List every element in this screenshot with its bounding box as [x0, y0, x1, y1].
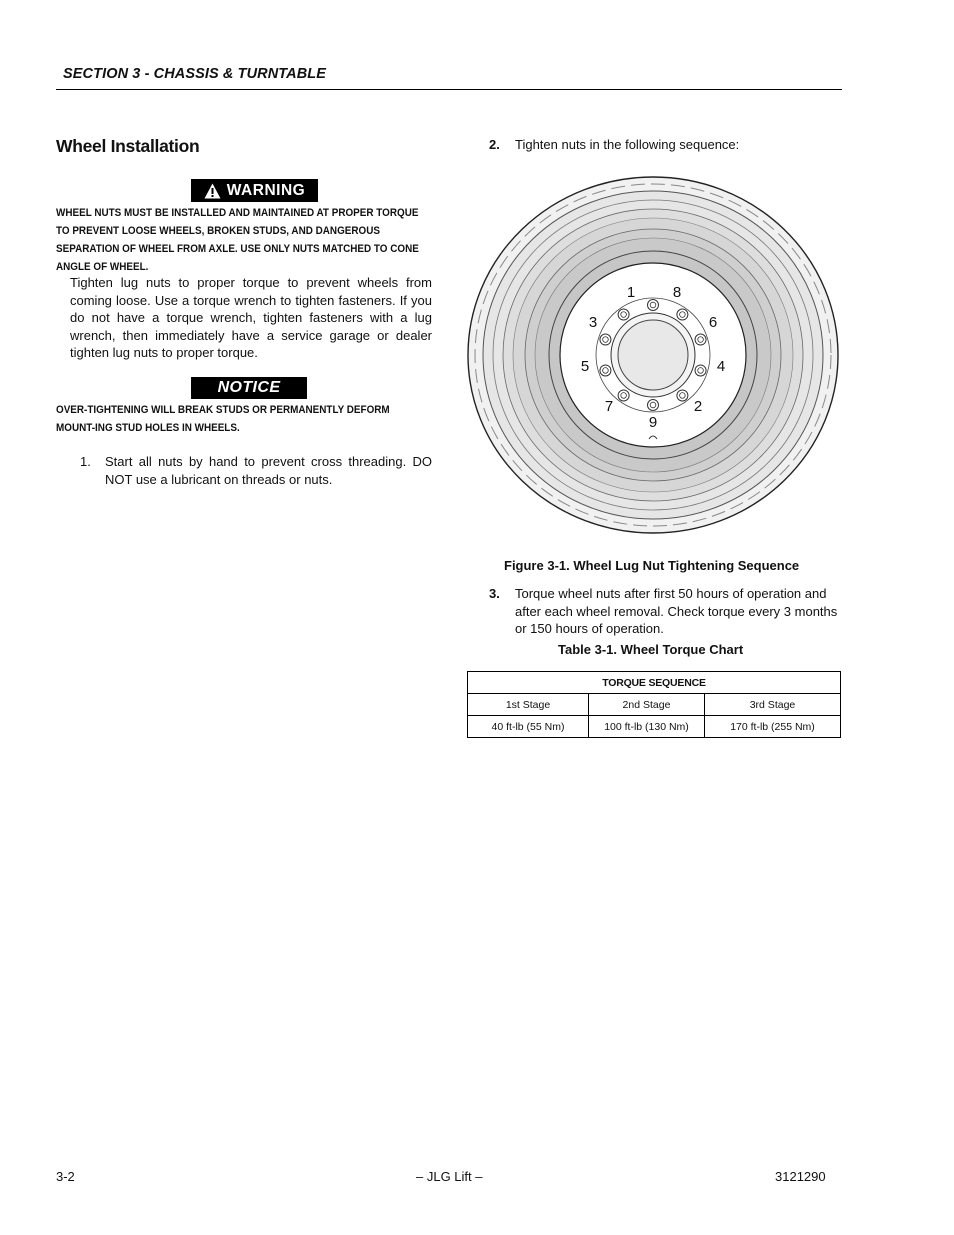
sequence-label: 4 [716, 358, 726, 375]
sequence-label: 7 [604, 398, 614, 415]
table-row [468, 716, 841, 738]
table-caption: Table 3-1. Wheel Torque Chart [558, 642, 744, 657]
lug-nut [695, 334, 706, 345]
notice-label: NOTICE [217, 379, 281, 396]
section-title: SECTION 3 - CHASSIS & TURNTABLE [63, 66, 327, 82]
wheel-figure [465, 172, 843, 537]
lug-nut [648, 300, 659, 311]
table-header-row [468, 672, 841, 694]
notice-text: OVER-TIGHTENING WILL BREAK STUDS OR PERMANENTLY DEFORM MOUNT-ING STUD HOLES IN WHEELS. [56, 404, 390, 434]
step-text: Torque wheel nuts after first 50 hours of operation and after each wheel removal. Check torque every 3 months or 150 hours of operation. [515, 586, 838, 636]
lug-nut [677, 390, 688, 401]
lug-nut [695, 365, 706, 376]
warning-triangle-icon [204, 183, 221, 199]
lug-nut [600, 365, 611, 376]
warning-badge [191, 179, 318, 202]
lug-nut [618, 309, 629, 320]
table-cell: 2nd Stage [589, 694, 705, 716]
doc-number: 3121290 [775, 1169, 826, 1184]
step-text: Tighten nuts in the following sequence: [515, 137, 740, 152]
torque-table [467, 671, 841, 738]
sequence-label: 8 [672, 284, 682, 301]
step-number: 2. [489, 137, 500, 152]
page-number: 3-2 [56, 1169, 75, 1184]
table-cell: 170 ft-lb (255 Nm) [705, 716, 841, 738]
notice-badge [191, 377, 307, 399]
table-cell: 100 ft-lb (130 Nm) [589, 716, 705, 738]
intro-paragraph: Tighten lug nuts to proper torque to prevent wheels from coming loose. Use a torque wrench to tighten fasteners. If you do not have a torque wrench, tighten fasteners with a lug wrench, then immediately have a service garage or dealer tighten lug nuts to proper torque. [70, 275, 432, 360]
step-number: 3. [489, 586, 500, 601]
table-cell: 40 ft-lb (55 Nm) [468, 716, 589, 738]
table-cell: 3rd Stage [705, 694, 841, 716]
step-text: Start all nuts by hand to prevent cross threading. DO NOT use a lubricant on threads or nuts. [105, 454, 432, 487]
sequence-label: 1 [626, 284, 636, 301]
warning-text: WHEEL NUTS MUST BE INSTALLED AND MAINTAINED AT PROPER TORQUE TO PREVENT LOOSE WHEELS, BROKEN STUDS, AND DANGEROUS SEPARATION OF WHEEL FROM AXLE. USE ONLY NUTS MATCHED TO CONE ANGLE OF WHEEL. [56, 207, 419, 273]
page-heading: Wheel Installation [56, 136, 200, 156]
footer-center: – JLG Lift – [416, 1169, 483, 1184]
table-row [468, 694, 841, 716]
sequence-label: 3 [588, 314, 598, 331]
header-divider [56, 89, 842, 90]
table-header: TORQUE SEQUENCE [468, 672, 841, 694]
lug-nut [677, 309, 688, 320]
sequence-label: 5 [580, 358, 590, 375]
table-cell: 1st Stage [468, 694, 589, 716]
figure-caption: Figure 3-1. Wheel Lug Nut Tightening Sequence [504, 558, 800, 573]
warning-label: WARNING [226, 181, 306, 199]
sequence-label: 6 [708, 314, 718, 331]
lug-nut [618, 390, 629, 401]
sequence-label: 2 [693, 398, 703, 415]
lug-nut [600, 334, 611, 345]
sequence-label: 9 [648, 414, 658, 431]
step-number: 1. [80, 454, 91, 469]
lug-nut [648, 400, 659, 411]
